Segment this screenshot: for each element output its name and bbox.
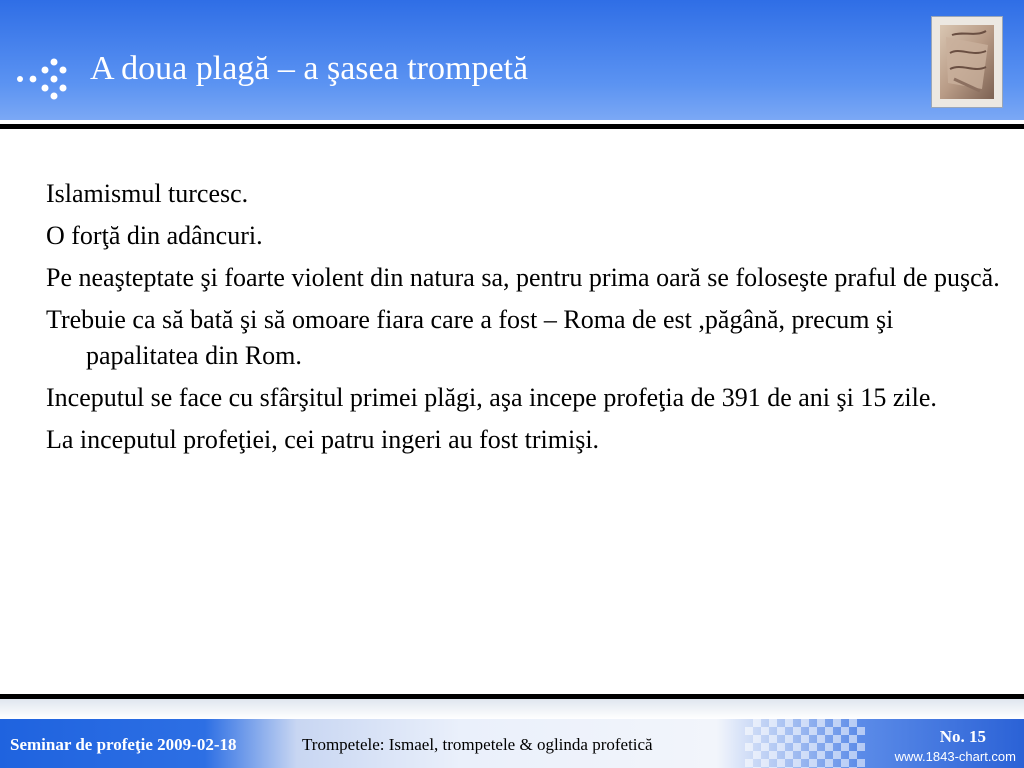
footer-pattern bbox=[745, 719, 865, 768]
series-title: Trompetele: Ismael, trompetele & oglinda profetică bbox=[302, 735, 653, 754]
slide-number: No. 15 bbox=[939, 727, 986, 746]
body-paragraph: Pe neaşteptate şi foarte violent din natura sa, pentru prima oară se foloseşte praful de puşcă. bbox=[46, 263, 1000, 292]
body-paragraph: Islamismul turcesc. bbox=[46, 179, 249, 208]
body-paragraph: Trebuie ca să bată şi să omoare fiara care a fost – Roma de est ,păgână, precum şi papalitatea din Rom. bbox=[46, 305, 894, 370]
seminar-label: Seminar de profeţie 2009-02-18 bbox=[10, 735, 237, 754]
header-divider bbox=[0, 124, 1024, 129]
footer-divider-light bbox=[0, 699, 1024, 719]
body-paragraph: La inceputul profeţiei, cei patru ingeri au fost trimişi. bbox=[46, 425, 600, 454]
slide-body bbox=[46, 176, 1006, 464]
slide-header bbox=[0, 0, 1024, 120]
body-paragraph: O forţă din adâncuri. bbox=[46, 221, 263, 250]
dots-bullet-icon bbox=[14, 56, 76, 100]
holy-bible-icon bbox=[931, 16, 1003, 108]
website-link[interactable]: www.1843-chart.com bbox=[894, 749, 1016, 764]
body-paragraph: Inceputul se face cu sfârşitul primei plăgi, aşa incepe profeţia de 391 de ani şi 15 zile. bbox=[46, 383, 937, 412]
slide-title: A doua plagă – a şasea trompetă bbox=[90, 50, 529, 87]
slide-footer bbox=[0, 719, 1024, 768]
